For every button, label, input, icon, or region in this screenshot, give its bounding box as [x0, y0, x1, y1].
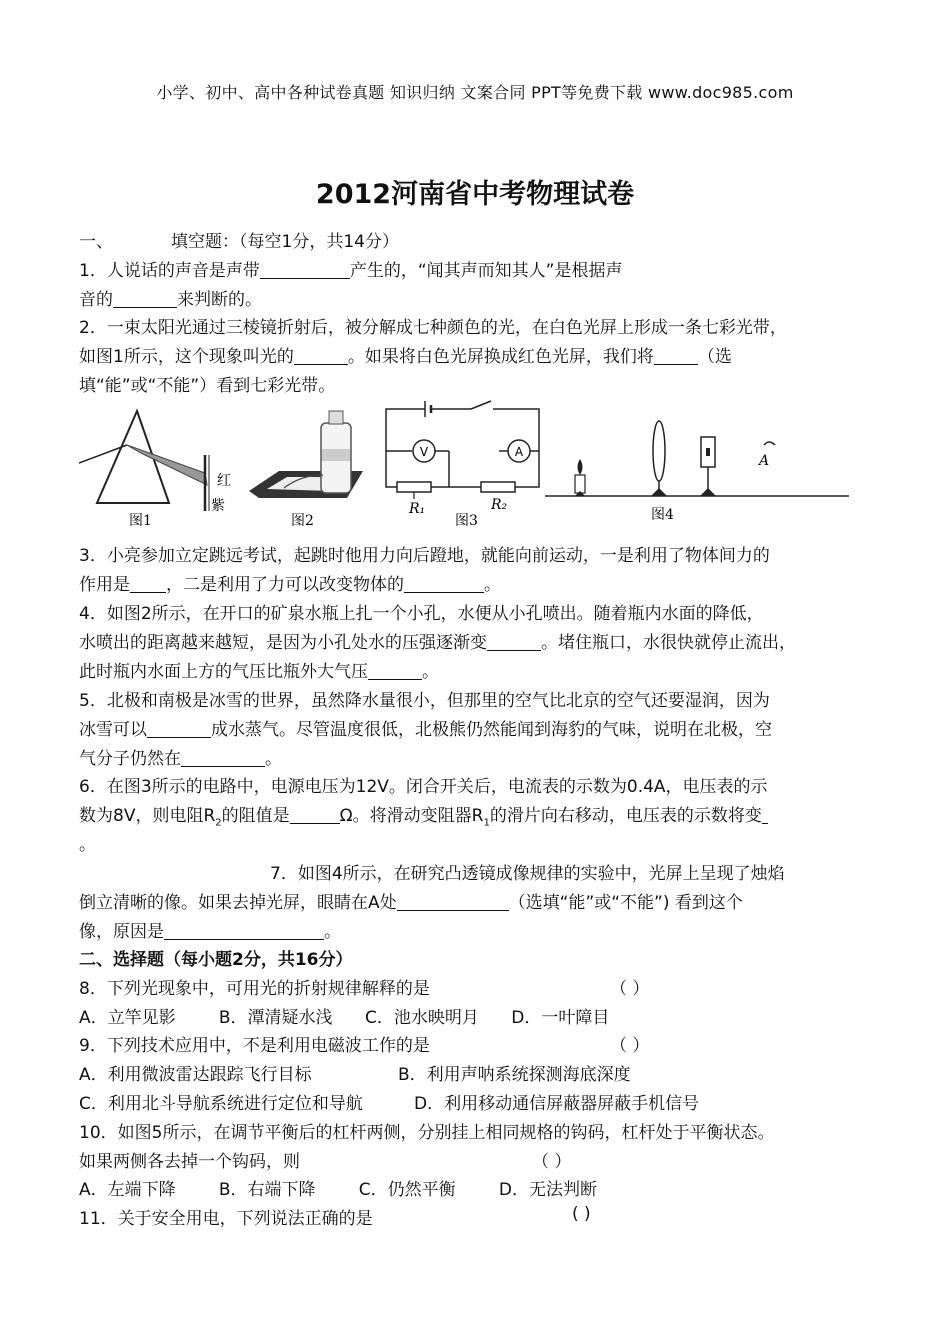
q7-blank-1	[397, 891, 509, 911]
q5-blank-2	[181, 747, 265, 767]
fig4-caption: 图4	[651, 507, 674, 523]
question-10-stem: 如果两侧各去掉一个钩码，则	[79, 1152, 300, 1172]
q3-blank-1	[130, 573, 166, 593]
question-5-line-3	[79, 744, 282, 769]
question-5-line-2	[79, 715, 772, 740]
page-header: 小学、初中、高中各种试卷真题 知识归纳 文案合同 PPT等免费下载 www.doc985.com	[156, 83, 794, 102]
fig3-r2-label: R₂	[491, 497, 508, 513]
q1-blank-1	[260, 259, 350, 279]
q6-blank-2	[762, 804, 768, 824]
question-8-stem: 8．下列光现象中，可用光的折射规律解释的是	[79, 979, 430, 999]
fig4-eye-label: A	[759, 453, 770, 469]
q2-blank-1	[294, 345, 348, 365]
q3-text-d: 。	[484, 575, 501, 595]
question-1-line-2	[79, 285, 262, 310]
question-6-line-2	[79, 801, 768, 828]
question-10-line-1: 10．如图5所示，在调节平衡后的杠杆两侧，分别挂上相同规格的钩码，杠杆处于平衡状态。	[79, 1123, 775, 1143]
fig2-caption: 图2	[291, 513, 314, 529]
question-11-paren: ( )	[572, 1204, 591, 1224]
fig1-red-label: 红	[217, 473, 231, 489]
q5-text-a: 冰雪可以	[79, 720, 147, 740]
question-3-line-2	[79, 570, 501, 595]
q7-text-a: 倒立清晰的像。如果去掉光屏，眼睛在A处	[79, 893, 397, 913]
section2-heading: 二、选择题（每小题2分，共16分）	[79, 950, 353, 970]
question-7-line-3	[79, 917, 341, 942]
q1-blank-2	[113, 288, 177, 308]
q3-text-b: 作用是	[79, 575, 130, 595]
figure-4-lens-bench	[545, 421, 849, 523]
fig3-caption: 图3	[455, 513, 478, 529]
q2-text-a: 如图1所示，这个现象叫光的	[79, 347, 294, 367]
section1-title: 填空题：（每空1分，共14分）	[171, 232, 399, 252]
q1-text-d: 来判断的。	[177, 290, 262, 310]
q3-blank-2	[404, 573, 484, 593]
figures-strip	[79, 393, 859, 533]
q6-text-a: 数为8V，则电阻R	[79, 806, 216, 826]
question-1-line-1	[79, 256, 622, 281]
q6-text-d: 的滑片向右移动，电压表的示数将变	[489, 806, 762, 826]
q2-text-c: （选	[697, 347, 732, 367]
q5-text-d: 。	[265, 749, 282, 769]
q6-text-c: Ω。将滑动变阻器R	[339, 806, 484, 826]
q2-blank-2	[654, 345, 698, 365]
q4-blank-1	[487, 631, 541, 651]
question-10-paren: （ ）	[532, 1152, 572, 1172]
q2-text-b: 。如果将白色光屏换成红色光屏，我们将	[347, 347, 654, 367]
q5-blank-1	[147, 718, 211, 738]
q4-text-d: 。	[422, 662, 439, 682]
fig1-purple-label: 紫	[211, 498, 225, 514]
q4-text-c: 此时瓶内水面上方的气压比瓶外大气压	[79, 662, 368, 682]
figure-3-circuit	[386, 401, 539, 529]
q4-blank-2	[368, 660, 422, 680]
fig1-caption: 图1	[129, 513, 152, 529]
question-7-line-1: 7．如图4所示，在研究凸透镜成像规律的实验中，光屏上呈现了烛焰	[270, 864, 785, 884]
question-9-stem: 9．下列技术应用中，不是利用电磁波工作的是	[79, 1036, 430, 1056]
question-4-line-3	[79, 657, 439, 682]
q5-text-b: 成水蒸气。尽管温度很低，北极熊仍然能闻到海豹的气味，说明在北极，空	[211, 720, 772, 740]
q1-text-b: 产生的，“闻其声而知其人”是根据声	[349, 261, 623, 281]
question-9-option-a: A．利用微波雷达跟踪飞行目标	[79, 1065, 312, 1085]
fig3-r1-label: R₁	[409, 501, 426, 517]
question-11-stem: 11．关于安全用电，下列说法正确的是	[79, 1209, 373, 1229]
q6-sub-2: 2	[215, 817, 222, 829]
q3-text-c: ，二是利用了力可以改变物体的	[166, 575, 404, 595]
question-9-paren: （ ）	[610, 1036, 650, 1056]
q6-text-b: 的阻值是	[221, 806, 290, 826]
question-10-options: A．左端下降 B．右端下降 C．仍然平衡 D．无法判断	[79, 1180, 597, 1200]
question-5-line-1: 5．北极和南极是冰雪的世界，虽然降水量很小，但那里的空气比北京的空气还要湿润，因为	[79, 691, 770, 711]
q5-text-c: 气分子仍然在	[79, 749, 181, 769]
question-2-line-2	[79, 342, 732, 367]
question-7-line-2	[79, 888, 743, 913]
q6-blank-1	[290, 804, 340, 824]
q1-text-a: 1．人说话的声音是声带	[79, 261, 260, 281]
q7-text-d: 。	[324, 922, 341, 942]
q7-text-b: （选填“能”或“不能”) 看到这个	[508, 893, 743, 913]
figure-2-bottle	[249, 411, 363, 529]
q6-sub-1: 1	[483, 817, 490, 829]
question-8-paren: （ ）	[610, 979, 650, 999]
question-3-line-1: 3．小亮参加立定跳远考试，起跳时他用力向后蹬地，就能向前运动，一是利用了物体间力的	[79, 546, 770, 566]
q1-text-c: 音的	[79, 290, 113, 310]
q4-text-b: 。堵住瓶口，水很快就停止流出，	[541, 633, 796, 653]
q4-text-a: 水喷出的距离越来越短，是因为小孔处水的压强逐渐变	[79, 633, 487, 653]
question-4-line-2	[79, 628, 796, 653]
ammeter-label: A	[514, 445, 524, 459]
question-4-line-1: 4．如图2所示，在开口的矿泉水瓶上扎一个小孔，水便从小孔喷出。随着瓶内水面的降低，	[79, 604, 764, 624]
q7-text-c: 像，原因是	[79, 922, 164, 942]
q7-blank-2	[164, 920, 324, 940]
section1-heading	[79, 227, 399, 252]
figures-svg	[79, 393, 859, 533]
question-9-option-b: B．利用声呐系统探测海底深度	[398, 1065, 631, 1085]
figure-1-prism	[79, 411, 231, 529]
question-2-line-1: 2．一束太阳光通过三棱镜折射后，被分解成七种颜色的光，在白色光屏上形成一条七彩光带，	[79, 318, 787, 338]
question-9-option-d: D．利用移动通信屏蔽器屏蔽手机信号	[414, 1094, 700, 1114]
page-title: 2012河南省中考物理试卷	[315, 179, 635, 210]
question-6-line-3: 。	[79, 835, 96, 855]
question-6-line-1: 6．在图3所示的电路中，电源电压为12V。闭合开关后，电流表的示数为0.4A，电压表的示	[79, 777, 768, 797]
question-2-line-3: 填“能”或“不能”）看到七彩光带。	[79, 376, 336, 396]
voltmeter-label: V	[419, 445, 429, 459]
section1-number: 一、	[79, 232, 113, 252]
question-9-option-c: C．利用北斗导航系统进行定位和导航	[79, 1094, 363, 1114]
question-8-options: A．立竿见影 B．潭清疑水浅 C．池水映明月 D．一叶障目	[79, 1008, 610, 1028]
